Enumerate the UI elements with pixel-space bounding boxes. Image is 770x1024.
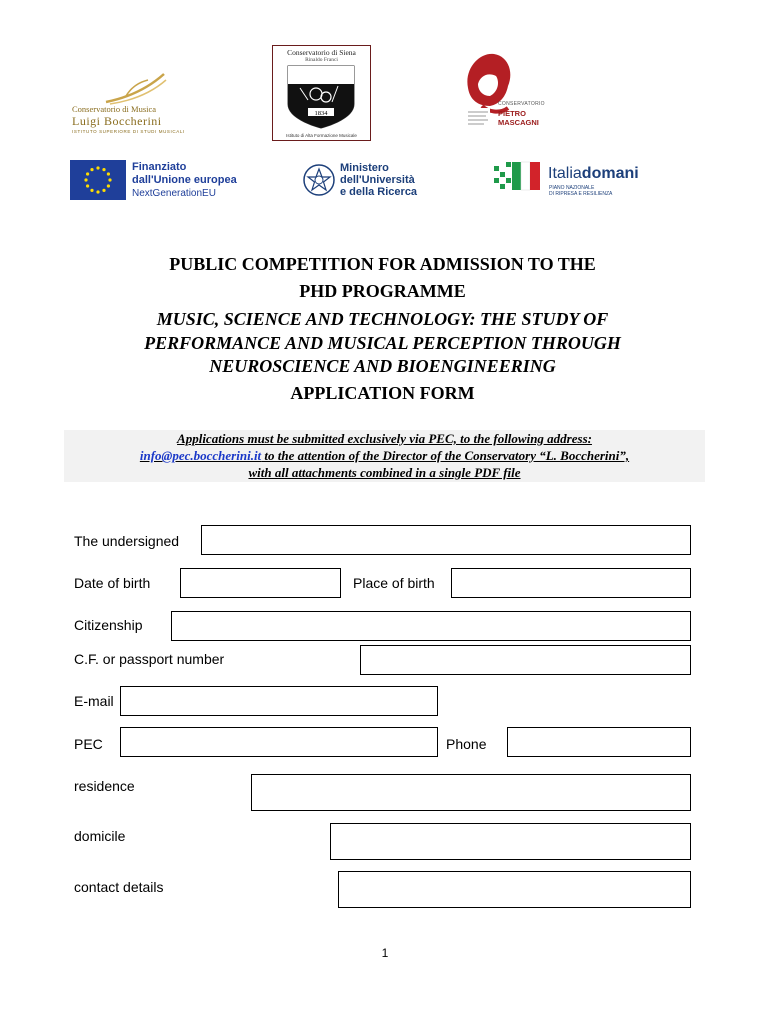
pixel-flag-icon <box>492 158 546 194</box>
siena-logo-line2: Rinaldo Franci <box>305 57 338 63</box>
form-title: APPLICATION FORM <box>290 383 475 403</box>
heading-line2: PHD PROGRAMME <box>299 281 466 301</box>
undersigned-label: The undersigned <box>74 533 180 549</box>
email-field[interactable] <box>120 686 438 716</box>
program-title-line3: NEUROSCIENCE AND BIOENGINEERING <box>209 356 556 376</box>
citizenship-field[interactable] <box>171 611 691 641</box>
contact-details-label: contact details <box>74 879 164 895</box>
siena-logo-year: 1834 <box>314 110 328 117</box>
italiadomani-logo-line3: DI RIPRESA E RESILIENZA <box>549 191 613 197</box>
boccherini-logo-line1: Conservatorio di Musica <box>72 104 157 114</box>
italian-emblem-icon <box>302 162 336 198</box>
pob-label: Place of birth <box>353 575 435 591</box>
domicile-field[interactable] <box>330 823 691 860</box>
domicile-label: domicile <box>74 828 126 844</box>
italiadomani-name-bold: domani <box>581 165 639 182</box>
cf-passport-label: C.F. or passport number <box>74 651 225 667</box>
pob-field[interactable] <box>451 568 691 598</box>
residence-label: residence <box>74 778 135 794</box>
eu-funding-logo <box>70 160 250 202</box>
notice-line3: with all attachments combined in a single PDF file <box>248 465 521 480</box>
ministry-logo-line2: dell'Università <box>340 174 415 186</box>
siena-logo-footer: Istituto di Alta Formazione Musicale <box>286 133 357 138</box>
mascagni-logo <box>460 48 570 140</box>
undersigned-field[interactable] <box>201 525 691 555</box>
mascagni-logo-line2: PIETRO <box>498 109 526 118</box>
notice-line2 <box>64 448 705 464</box>
italiadomani-logo-line2: PIANO NAZIONALE <box>549 185 595 191</box>
siena-crest-icon <box>286 64 356 130</box>
italiadomani-logo-name <box>548 165 639 183</box>
email-label: E-mail <box>74 693 114 709</box>
ministry-logo-line3: e della Ricerca <box>340 186 418 198</box>
residence-field[interactable] <box>251 774 691 811</box>
boccherini-logo-line2: Luigi Boccherini <box>72 114 162 128</box>
harp-swirl-icon <box>66 68 176 108</box>
mascagni-logo-line1: CONSERVATORIO <box>498 101 545 107</box>
eu-flag-icon <box>70 160 126 200</box>
citizenship-label: Citizenship <box>74 617 143 633</box>
program-title-line1: MUSIC, SCIENCE AND TECHNOLOGY: THE STUDY OF <box>156 309 609 329</box>
pec-label: PEC <box>74 736 103 752</box>
boccherini-logo <box>66 68 185 138</box>
ministry-logo <box>302 162 432 202</box>
italiadomani-logo <box>492 158 652 198</box>
siena-logo-line1: Conservatorio di Siena <box>287 48 356 57</box>
phone-label: Phone <box>446 736 487 752</box>
eu-logo-line1: Finanziato <box>132 161 187 173</box>
heading-line1: PUBLIC COMPETITION FOR ADMISSION TO THE <box>169 254 596 274</box>
pec-email-link[interactable]: info@pec.boccherini.it <box>139 448 262 463</box>
cf-passport-field[interactable] <box>360 645 691 675</box>
dob-label: Date of birth <box>74 575 151 591</box>
siena-logo <box>272 45 371 141</box>
notice-line1: Applications must be submitted exclusively via PEC, to the following address: <box>177 431 592 446</box>
page-number: 1 <box>381 946 389 960</box>
ministry-logo-line1: Ministero <box>340 162 389 174</box>
eu-logo-line2: dall'Unione europea <box>132 174 237 186</box>
boccherini-logo-line3: ISTITUTO SUPERIORE DI STUDI MUSICALI <box>72 129 185 134</box>
program-title-line2: PERFORMANCE AND MUSICAL PERCEPTION THROUGH <box>144 333 621 353</box>
phone-field[interactable] <box>507 727 691 757</box>
contact-details-field[interactable] <box>338 871 691 908</box>
dob-field[interactable] <box>180 568 341 598</box>
mascagni-logo-line3: MASCAGNI <box>498 118 539 127</box>
pec-field[interactable] <box>120 727 438 757</box>
submission-notice <box>64 430 705 482</box>
notice-line2-text: to the attention of the Director of the Conservatory “L. Boccherini”, <box>261 448 630 463</box>
italiadomani-name-light: Italia <box>548 165 582 182</box>
eu-logo-line3: NextGenerationEU <box>132 188 216 199</box>
